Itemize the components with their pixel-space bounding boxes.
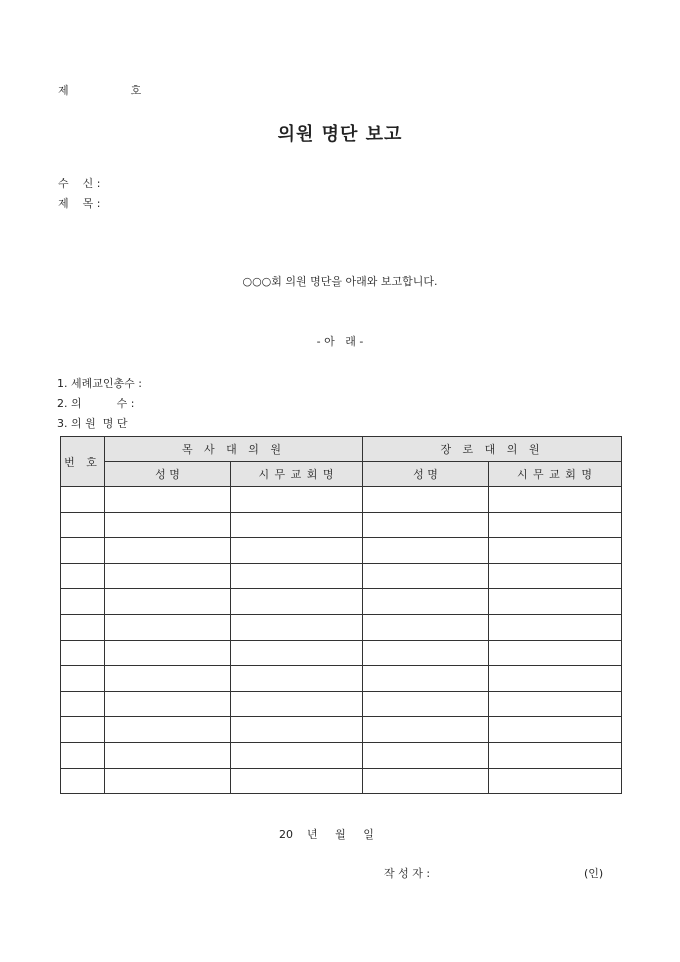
elder-delegates-header: 장 로 대 의 원 xyxy=(363,437,622,462)
table-cell[interactable] xyxy=(61,614,105,640)
document-number: 제 호 xyxy=(58,84,142,97)
elder-name-header: 성 명 xyxy=(363,462,489,487)
item-member-roster: 3. 의 원 명 단 xyxy=(57,417,128,430)
table-cell[interactable] xyxy=(363,640,489,666)
table-cell[interactable] xyxy=(231,640,363,666)
intro-sentence: ○○○회 의원 명단을 아래와 보고합니다. xyxy=(242,275,438,288)
item-member-count: 2. 의 수 : xyxy=(57,397,135,410)
table-cell[interactable] xyxy=(489,589,622,615)
table-cell[interactable] xyxy=(105,589,231,615)
table-cell[interactable] xyxy=(363,768,489,794)
table-cell[interactable] xyxy=(105,512,231,538)
table-cell[interactable] xyxy=(489,538,622,564)
table-cell[interactable] xyxy=(231,512,363,538)
table-cell[interactable] xyxy=(489,717,622,743)
table-cell[interactable] xyxy=(105,640,231,666)
table-cell[interactable] xyxy=(61,742,105,768)
table-cell[interactable] xyxy=(231,614,363,640)
table-cell[interactable] xyxy=(61,589,105,615)
table-cell[interactable] xyxy=(363,538,489,564)
table-cell[interactable] xyxy=(489,563,622,589)
table-cell[interactable] xyxy=(105,614,231,640)
table-cell[interactable] xyxy=(105,487,231,513)
table-cell[interactable] xyxy=(105,563,231,589)
table-row xyxy=(61,512,622,538)
table-cell[interactable] xyxy=(105,717,231,743)
table-row xyxy=(61,717,622,743)
table-cell[interactable] xyxy=(231,563,363,589)
table-cell[interactable] xyxy=(231,538,363,564)
table-cell[interactable] xyxy=(105,768,231,794)
seal-mark: (인) xyxy=(584,867,604,880)
table-cell[interactable] xyxy=(489,691,622,717)
roster-table xyxy=(60,436,622,794)
table-cell[interactable] xyxy=(105,742,231,768)
table-cell[interactable] xyxy=(61,487,105,513)
table-row xyxy=(61,487,622,513)
table-row xyxy=(61,589,622,615)
table-cell[interactable] xyxy=(105,666,231,692)
table-cell[interactable] xyxy=(489,666,622,692)
table-cell[interactable] xyxy=(61,691,105,717)
table-row xyxy=(61,640,622,666)
table-cell[interactable] xyxy=(363,614,489,640)
item-baptized-total: 1. 세례교인총수 : xyxy=(57,377,142,390)
pastor-church-header: 시 무 교 회 명 xyxy=(231,462,363,487)
page-title: 의원 명단 보고 xyxy=(277,124,403,145)
table-cell[interactable] xyxy=(489,742,622,768)
table-row xyxy=(61,691,622,717)
elder-church-header: 시 무 교 회 명 xyxy=(489,462,622,487)
table-cell[interactable] xyxy=(231,768,363,794)
table-cell[interactable] xyxy=(363,512,489,538)
table-cell[interactable] xyxy=(231,666,363,692)
roster-body xyxy=(61,487,622,794)
table-cell[interactable] xyxy=(363,487,489,513)
table-cell[interactable] xyxy=(61,666,105,692)
table-row xyxy=(61,742,622,768)
table-cell[interactable] xyxy=(231,742,363,768)
number-header: 번 호 xyxy=(61,437,105,487)
table-cell[interactable] xyxy=(61,717,105,743)
below-heading: - 아 래 - xyxy=(316,335,364,348)
table-row xyxy=(61,768,622,794)
table-cell[interactable] xyxy=(105,691,231,717)
table-cell[interactable] xyxy=(489,768,622,794)
table-cell[interactable] xyxy=(363,563,489,589)
table-cell[interactable] xyxy=(231,717,363,743)
recipient-label: 수 신 : xyxy=(58,177,101,190)
table-cell[interactable] xyxy=(61,768,105,794)
writer-label: 작 성 자 : xyxy=(384,867,431,880)
table-cell[interactable] xyxy=(61,538,105,564)
table-cell[interactable] xyxy=(489,640,622,666)
table-cell[interactable] xyxy=(363,666,489,692)
table-row xyxy=(61,563,622,589)
table-cell[interactable] xyxy=(489,614,622,640)
table-row xyxy=(61,666,622,692)
table-cell[interactable] xyxy=(231,691,363,717)
table-cell[interactable] xyxy=(489,487,622,513)
table-cell[interactable] xyxy=(61,640,105,666)
date-line: 20 년 월 일 xyxy=(279,828,374,841)
table-row xyxy=(61,538,622,564)
pastor-delegates-header: 목 사 대 의 원 xyxy=(105,437,363,462)
table-row xyxy=(61,614,622,640)
subject-label: 제 목 : xyxy=(58,197,101,210)
table-cell[interactable] xyxy=(105,538,231,564)
table-cell[interactable] xyxy=(363,691,489,717)
table-cell[interactable] xyxy=(489,512,622,538)
table-cell[interactable] xyxy=(363,717,489,743)
table-cell[interactable] xyxy=(231,487,363,513)
table-cell[interactable] xyxy=(363,589,489,615)
table-cell[interactable] xyxy=(231,589,363,615)
pastor-name-header: 성 명 xyxy=(105,462,231,487)
table-cell[interactable] xyxy=(363,742,489,768)
table-cell[interactable] xyxy=(61,563,105,589)
table-cell[interactable] xyxy=(61,512,105,538)
